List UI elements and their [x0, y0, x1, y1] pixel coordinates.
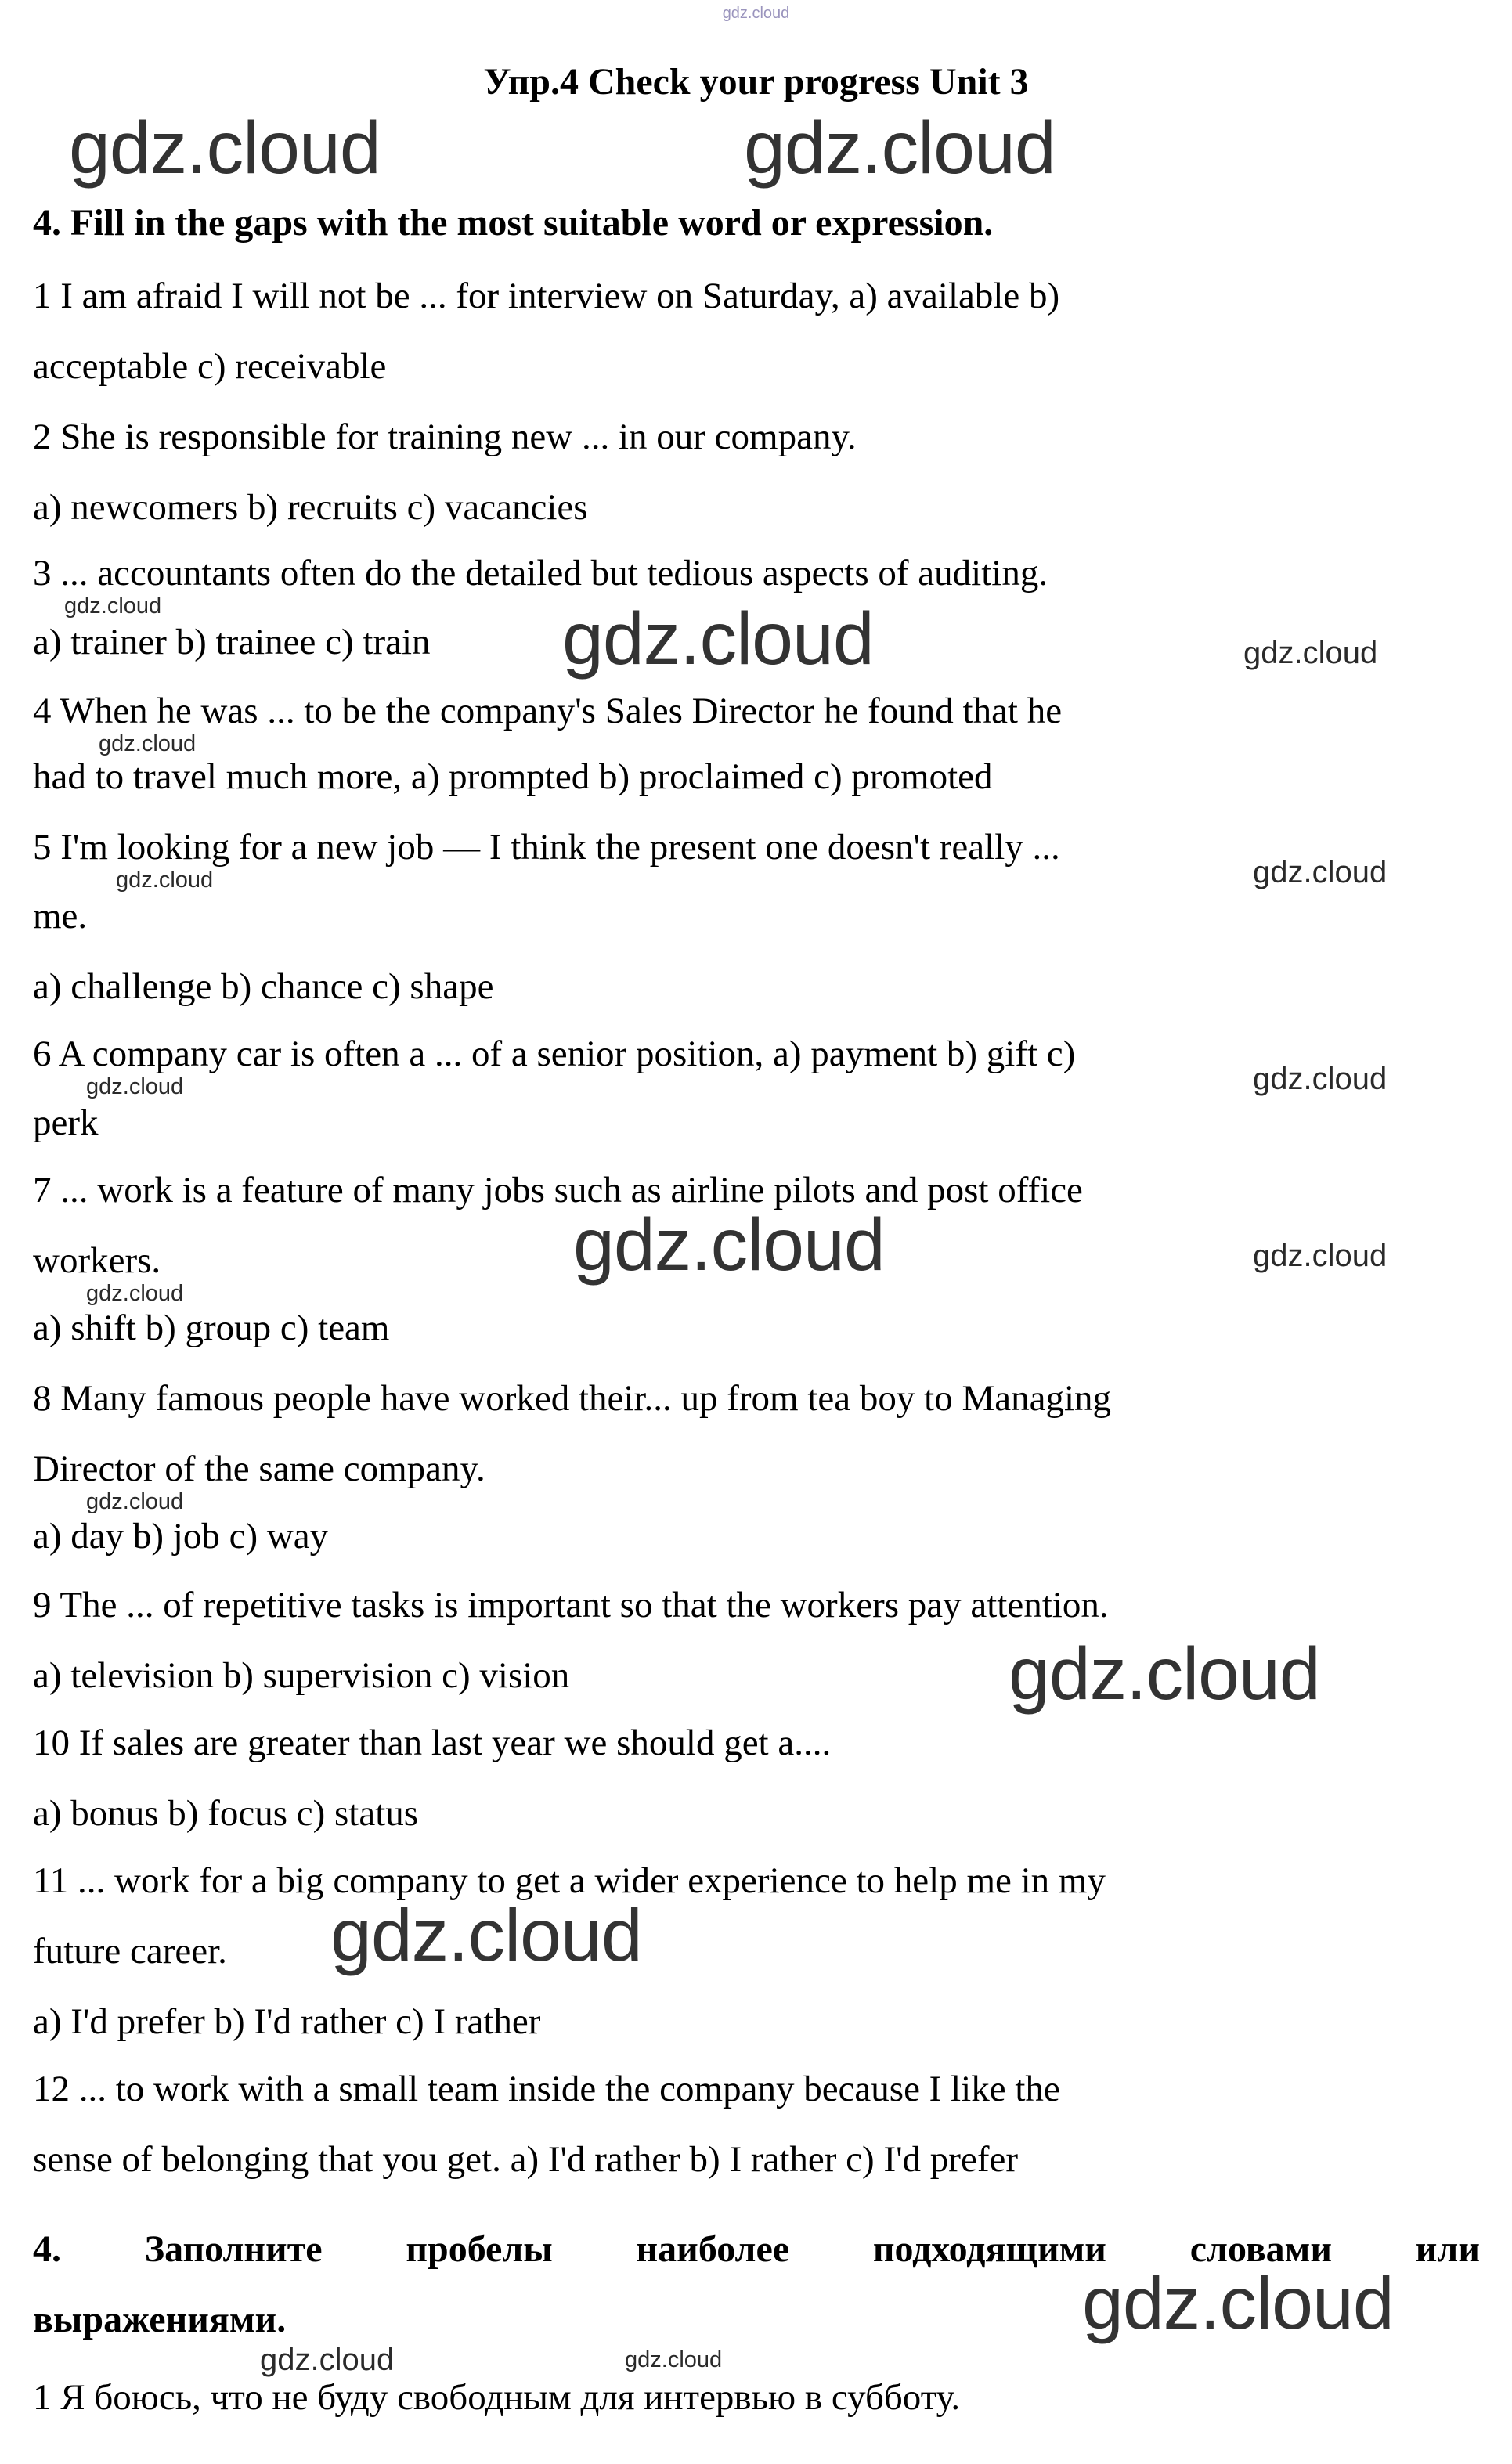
watermark-large-2: gdz.cloud — [744, 106, 1056, 189]
q5-line-2: me. — [33, 896, 88, 936]
q6-line-2: perk — [33, 1102, 99, 1143]
exercise-heading-ru-line-2: выражениями. — [33, 2299, 287, 2340]
watermark-large-5: gdz.cloud — [1009, 1632, 1320, 1715]
watermark-medium-4: gdz.cloud — [1253, 1239, 1388, 1273]
watermark-large-4: gdz.cloud — [573, 1203, 885, 1286]
q12-line-2: sense of belonging that you get. a) I'd rather b) I rather c) I'd prefer — [33, 2139, 1018, 2180]
q7-line-1: 7 ... work is a feature of many jobs such as airline pilots and post office — [33, 1170, 1083, 1210]
page-title: Упр.4 Check your progress Unit 3 — [483, 61, 1029, 103]
watermark-top: gdz.cloud — [722, 5, 790, 22]
watermark-medium-5: gdz.cloud — [260, 2343, 395, 2377]
q1-line-2: acceptable c) receivable — [33, 346, 387, 387]
q11-line-1: 11 ... work for a big company to get a wider experience to help me in my — [33, 1860, 1106, 1901]
ru-translation-line-1: 1 Я боюсь, что не буду свободным для интервью в субботу. — [33, 2377, 961, 2418]
q7-line-2: workers. — [33, 1240, 161, 1281]
watermark-small-2: gdz.cloud — [99, 731, 197, 756]
watermark-small-7: gdz.cloud — [625, 2347, 723, 2372]
watermark-large-6: gdz.cloud — [330, 1894, 642, 1977]
q1-line-1: 1 I am afraid I will not be ... for interview on Saturday, a) available b) — [33, 276, 1060, 316]
watermark-large-1: gdz.cloud — [69, 106, 381, 189]
watermark-medium-2: gdz.cloud — [1253, 855, 1388, 889]
q3-line-1: 3 ... accountants often do the detailed but tedious aspects of auditing. — [33, 553, 1048, 593]
watermark-small-3: gdz.cloud — [116, 868, 214, 893]
watermark-large-3: gdz.cloud — [562, 597, 874, 680]
q12-line-1: 12 ... to work with a small team inside the company because I like the — [33, 2069, 1060, 2109]
exercise-heading-en: 4. Fill in the gaps with the most suitable word or expression. — [33, 202, 994, 244]
q4-line-2: had to travel much more, a) prompted b) proclaimed c) promoted — [33, 756, 993, 797]
q5-line-1: 5 I'm looking for a new job — I think the present one doesn't really ... — [33, 827, 1060, 868]
q8-line-1: 8 Many famous people have worked their... up from tea boy to Managing — [33, 1378, 1112, 1419]
q9-options: a) television b) supervision c) vision — [33, 1655, 570, 1696]
watermark-large-7: gdz.cloud — [1082, 2262, 1394, 2345]
q11-line-2: future career. — [33, 1931, 227, 1972]
q7-options: a) shift b) group c) team — [33, 1308, 390, 1348]
q8-options: a) day b) job c) way — [33, 1516, 329, 1557]
q2-line-1: 2 She is responsible for training new ... in our company. — [33, 417, 857, 457]
watermark-small-4: gdz.cloud — [86, 1074, 184, 1099]
q9-line-1: 9 The ... of repetitive tasks is important so that the workers pay attention. — [33, 1585, 1109, 1625]
q6-line-1: 6 A company car is often a ... of a senior position, a) payment b) gift c) — [33, 1034, 1076, 1074]
q2-options: a) newcomers b) recruits c) vacancies — [33, 487, 588, 528]
watermark-small-6: gdz.cloud — [86, 1489, 184, 1514]
watermark-small-5: gdz.cloud — [86, 1281, 184, 1306]
q3-options: a) trainer b) trainee c) train — [33, 622, 431, 662]
exercise-heading-ru-line-1: 4. Заполните пробелы наиболее подходящими словами или — [33, 2228, 1480, 2270]
q10-line-1: 10 If sales are greater than last year we should get a.... — [33, 1723, 832, 1763]
q5-options: a) challenge b) chance c) shape — [33, 966, 494, 1007]
q11-options: a) I'd prefer b) I'd rather c) I rather — [33, 2001, 541, 2042]
watermark-medium-1: gdz.cloud — [1243, 636, 1378, 670]
q8-line-2: Director of the same company. — [33, 1448, 485, 1489]
q4-line-1: 4 When he was ... to be the company's Sales Director he found that he — [33, 691, 1063, 731]
watermark-small-1: gdz.cloud — [64, 593, 162, 619]
q10-options: a) bonus b) focus c) status — [33, 1793, 419, 1834]
watermark-medium-3: gdz.cloud — [1253, 1062, 1388, 1096]
